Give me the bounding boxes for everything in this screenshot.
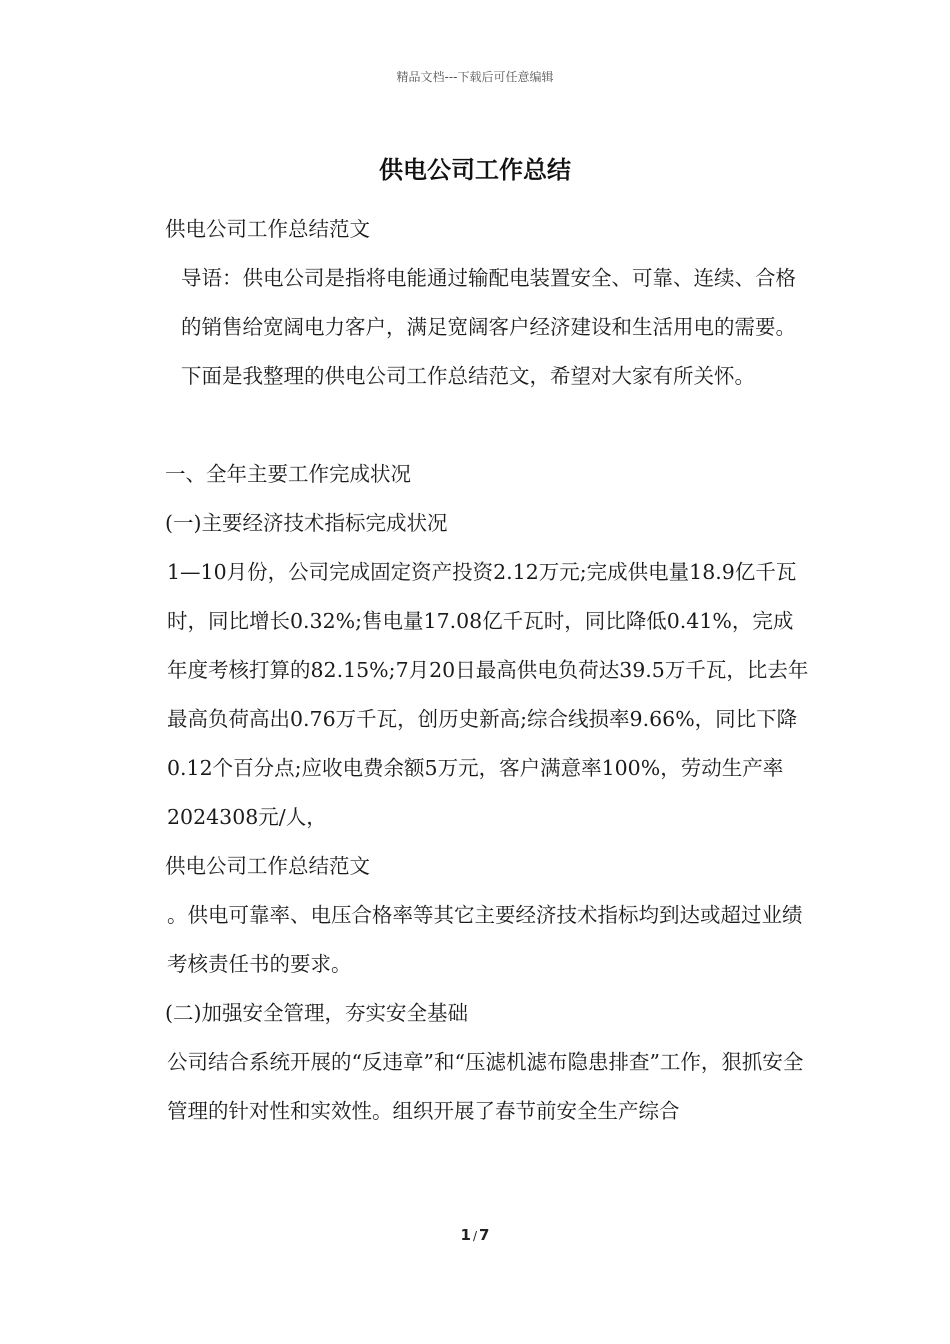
repeated-subtitle-paragraph: 供电公司工作总结范文 xyxy=(165,854,370,878)
subsection-heading: (二)加强安全管理，夯实安全基础 xyxy=(165,1001,468,1025)
document-title: 供电公司工作总结 xyxy=(379,155,571,184)
safety-paragraph: 公司结合系统开展的“反违章”和“压滤机滤布隐患排查”工作，狠抓安全管理的针对性和实效性。组织开展了春节前安全生产综合 xyxy=(167,1050,804,1123)
indicators-paragraph: 1—10月份，公司完成固定资产投资2.12万元;完成供电量18.9亿千瓦时，同比增长0.32%;售电量17.08亿千瓦时，同比降低0.41%，完成年度考核打算的82.15%;7月20日最高供电负荷达39.5万千瓦，比去年最高负荷高出0.76万千瓦，创历史新高;综合线损率9.66%，同比下降0.12个百分点;应收电费余额5万元，客户满意率100%，劳动生产率2024308元/人， xyxy=(167,560,809,829)
page-header: 精品文档---下载后可任意编辑 xyxy=(396,70,554,84)
total-pages: 7 xyxy=(479,1226,490,1244)
section-heading: 一、全年主要工作完成状况 xyxy=(165,462,411,486)
page-separator: / xyxy=(472,1229,478,1243)
document-body xyxy=(145,205,810,1136)
intro-paragraph: 导语：供电公司是指将电能通过输配电装置安全、可靠、连续、合格的销售给宽阔电力客户，满足宽阔客户经济建设和生活用电的需要。下面是我整理的供电公司工作总结范文，希望对大家有所关怀。 xyxy=(181,266,796,388)
current-page: 1 xyxy=(460,1226,471,1244)
page-number xyxy=(0,1226,950,1244)
reliability-paragraph: 。供电可靠率、电压合格率等其它主要经济技术指标均到达或超过业绩考核责任书的要求。 xyxy=(167,903,803,976)
blank-line xyxy=(145,401,810,450)
subsection-heading: (一)主要经济技术指标完成状况 xyxy=(165,511,448,535)
subtitle-paragraph: 供电公司工作总结范文 xyxy=(165,217,370,241)
